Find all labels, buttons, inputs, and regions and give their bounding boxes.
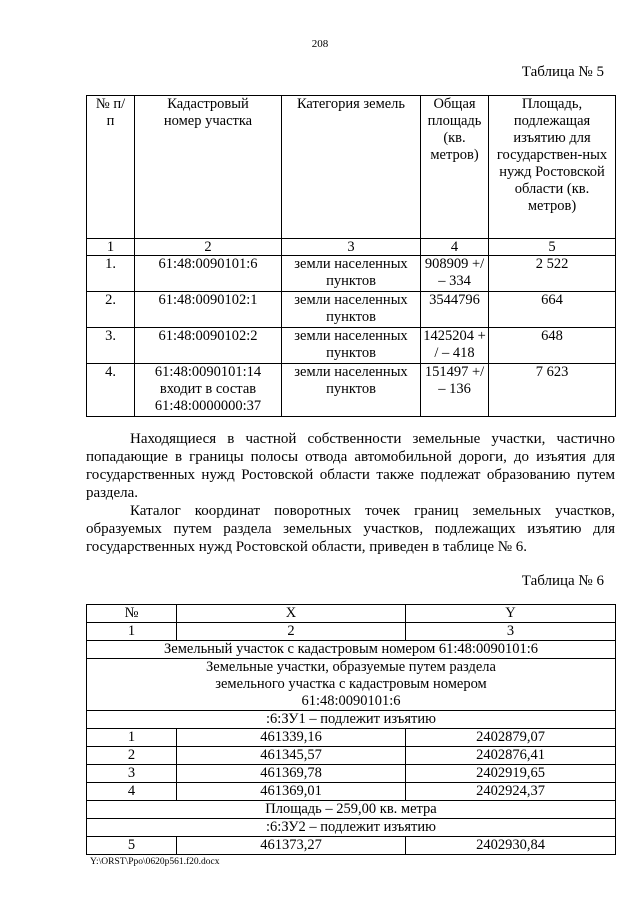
table5-colnum: 4	[421, 239, 489, 256]
table5-colnum: 1	[87, 239, 135, 256]
table6-group-row	[87, 711, 616, 729]
y-coordinate: 2402924,37	[406, 783, 616, 801]
table-row	[87, 292, 616, 328]
point-number: 5	[87, 837, 177, 855]
table5-header-row	[87, 96, 616, 239]
total-area: 151497 +/ – 136	[421, 364, 489, 417]
table-row	[87, 747, 616, 765]
y-coordinate: 2402876,41	[406, 747, 616, 765]
land-category: земли населенных пунктов	[282, 256, 421, 292]
point-number: 4	[87, 783, 177, 801]
table-row	[87, 729, 616, 747]
table5-column-numbers	[87, 239, 616, 256]
table-row	[87, 328, 616, 364]
table6-colnum: 1	[87, 623, 177, 641]
body-text	[86, 430, 615, 556]
cadastral-number: 61:48:0090102:2	[135, 328, 282, 364]
y-coordinate: 2402879,07	[406, 729, 616, 747]
table5-caption: Таблица № 5	[521, 64, 604, 80]
table5-colnum: 5	[489, 239, 616, 256]
table-row	[87, 256, 616, 292]
table-row	[87, 765, 616, 783]
total-area: 908909 +/ – 334	[421, 256, 489, 292]
row-number: 2.	[87, 292, 135, 328]
table-row	[87, 837, 616, 855]
table6-header-row	[87, 605, 616, 623]
file-path-footer: Y:\ORST\Ppo\0620p561.f20.docx	[90, 857, 220, 867]
table5-header-seized-area: Площадь, подлежащая изъятию для государствен-ных нужд Ростовской области (кв. метров)	[489, 96, 616, 239]
section-title: Земельный участок с кадастровым номером 61:48:0090101:6	[87, 641, 616, 659]
table6-colnum: 2	[177, 623, 406, 641]
total-area: 3544796	[421, 292, 489, 328]
table-row	[87, 364, 616, 417]
table5-header-total-area: Общая площадь (кв. метров)	[421, 96, 489, 239]
land-category: земли населенных пунктов	[282, 364, 421, 417]
table6-column-numbers	[87, 623, 616, 641]
table6-header-number: №	[87, 605, 177, 623]
row-number: 4.	[87, 364, 135, 417]
table5-header-cadastral: Кадастровый номер участка	[135, 96, 282, 239]
table6-header-x: X	[177, 605, 406, 623]
table6-header-y: Y	[406, 605, 616, 623]
table5-colnum: 3	[282, 239, 421, 256]
y-coordinate: 2402919,65	[406, 765, 616, 783]
table6-subsection-row	[87, 659, 616, 711]
total-area: 1425204 + / – 418	[421, 328, 489, 364]
table6	[86, 604, 616, 855]
table6-group-row	[87, 819, 616, 837]
table5	[86, 95, 616, 417]
group-label: :6:ЗУ2 – подлежит изъятию	[87, 819, 616, 837]
x-coordinate: 461373,27	[177, 837, 406, 855]
point-number: 1	[87, 729, 177, 747]
point-number: 2	[87, 747, 177, 765]
cadastral-number: 61:48:0090102:1	[135, 292, 282, 328]
area-summary: Площадь – 259,00 кв. метра	[87, 801, 616, 819]
table6-caption: Таблица № 6	[521, 573, 604, 589]
paragraph: Находящиеся в частной собственности земельные участки, частично попадающие в границы полосы отвода автомобильной дороги, до изъятия для государственных нужд Ростовской области также подлежат образованию путем раздела.	[86, 431, 615, 501]
x-coordinate: 461369,01	[177, 783, 406, 801]
y-coordinate: 2402930,84	[406, 837, 616, 855]
table5-header-category: Категория земель	[282, 96, 421, 239]
land-category: земли населенных пунктов	[282, 292, 421, 328]
seized-area: 664	[489, 292, 616, 328]
table5-header-number: № п/п	[87, 96, 135, 239]
table-row	[87, 783, 616, 801]
point-number: 3	[87, 765, 177, 783]
table6-section-row	[87, 641, 616, 659]
cadastral-number: 61:48:0090101:14 входит в состав 61:48:0000000:37	[135, 364, 282, 417]
table5-colnum: 2	[135, 239, 282, 256]
cadastral-number: 61:48:0090101:6	[135, 256, 282, 292]
seized-area: 648	[489, 328, 616, 364]
row-number: 1.	[87, 256, 135, 292]
table6-area-row	[87, 801, 616, 819]
subsection-title: Земельные участки, образуемые путем раздела земельного участка с кадастровым номером 61:48:0090101:6	[87, 659, 616, 711]
paragraph: Каталог координат поворотных точек границ земельных участков, образуемых путем раздела земельных участков, подлежащих изъятию для государственных нужд Ростовской области, приведен в таблице № 6.	[86, 503, 615, 555]
table6-colnum: 3	[406, 623, 616, 641]
row-number: 3.	[87, 328, 135, 364]
group-label: :6:ЗУ1 – подлежит изъятию	[87, 711, 616, 729]
seized-area: 2 522	[489, 256, 616, 292]
x-coordinate: 461369,78	[177, 765, 406, 783]
land-category: земли населенных пунктов	[282, 328, 421, 364]
page-number: 208	[311, 38, 329, 50]
seized-area: 7 623	[489, 364, 616, 417]
x-coordinate: 461345,57	[177, 747, 406, 765]
x-coordinate: 461339,16	[177, 729, 406, 747]
